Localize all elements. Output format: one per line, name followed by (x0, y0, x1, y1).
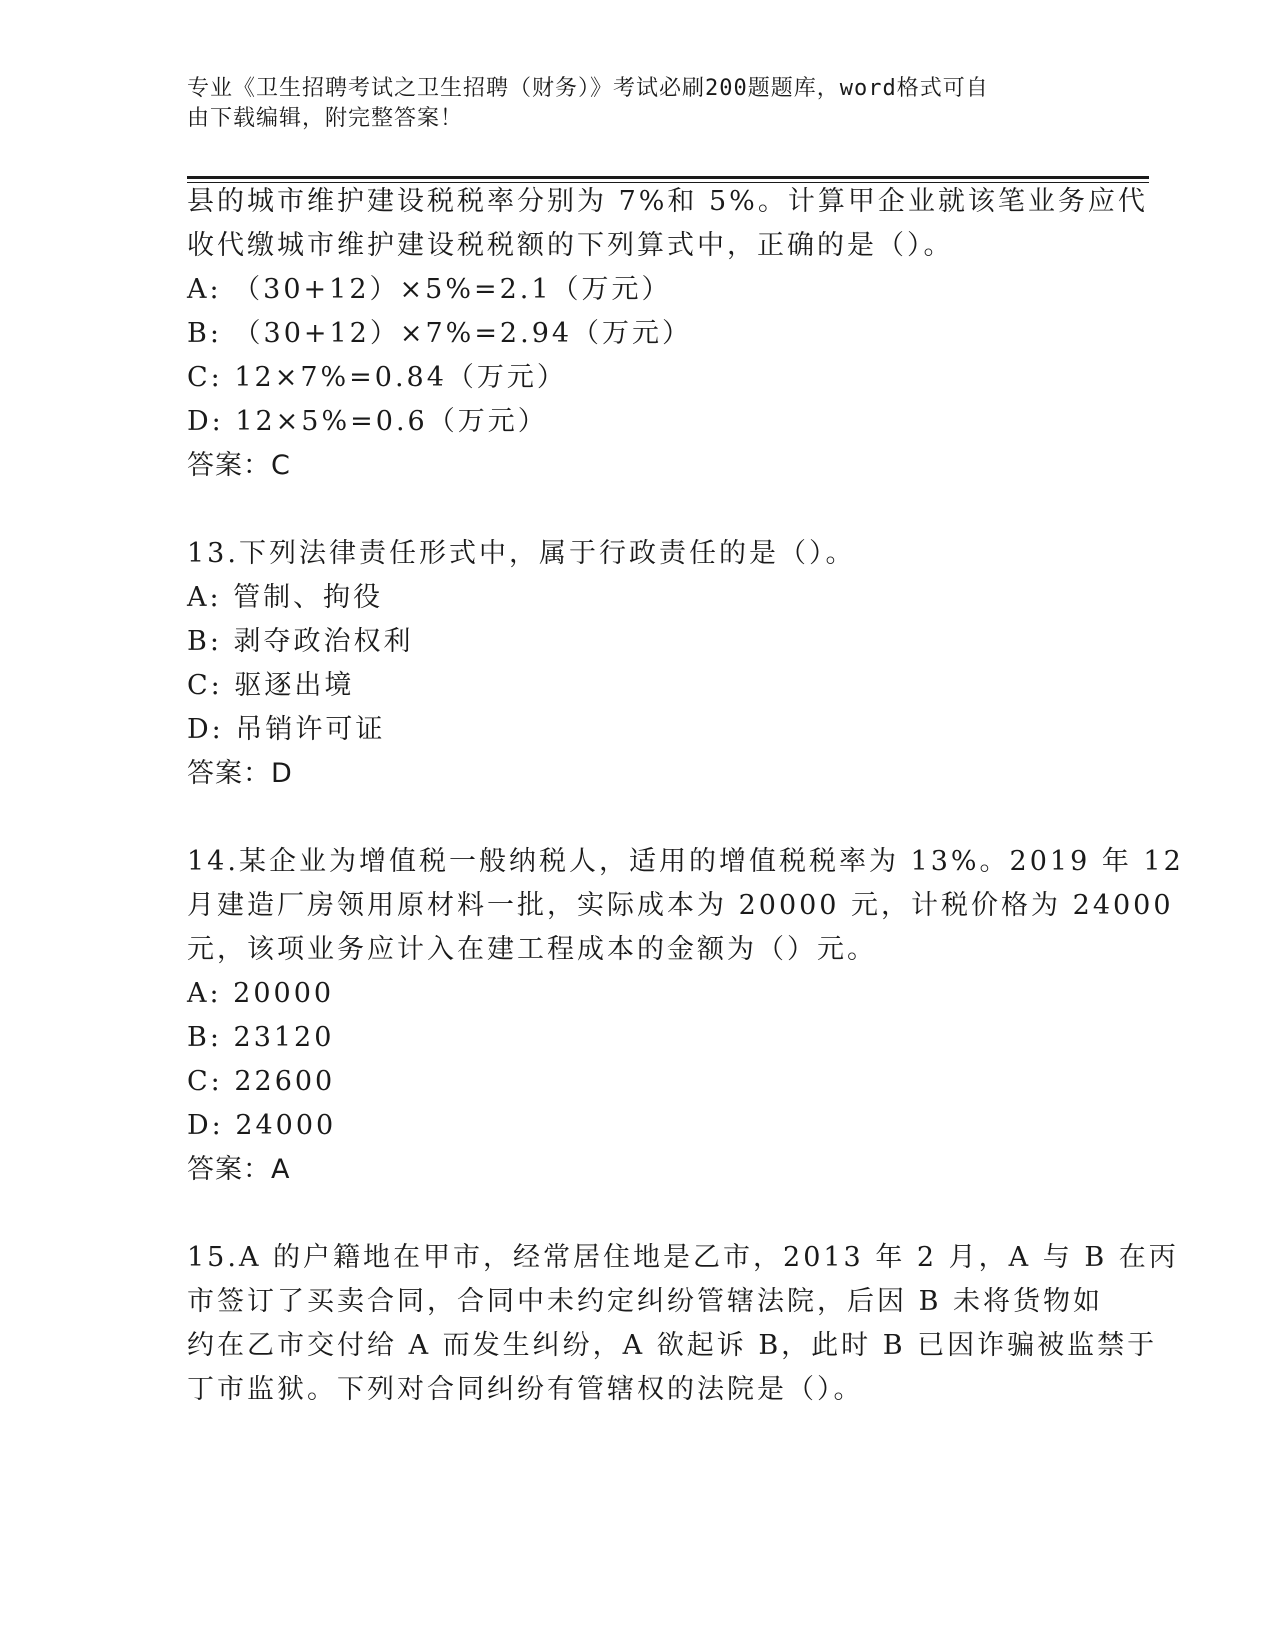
header-line-2: 由下载编辑，附完整答案！ (187, 106, 464, 131)
q14-stem-line-1: 14.某企业为增值税一般纳税人，适用的增值税税率为 13%。2019 年 12 (187, 846, 1184, 877)
q14-stem-line-3: 元，该项业务应计入在建工程成本的金额为（）元。 (187, 934, 877, 965)
q15-stem-line-3: 约在乙市交付给 A 而发生纠纷，A 欲起诉 B，此时 B 已因诈骗被监禁于 (187, 1330, 1158, 1361)
q12-option-c: C: 12×7%=0.84（万元） (187, 362, 567, 393)
q14-option-d: D: 24000 (187, 1110, 337, 1141)
q12-option-a: A: （30+12）×5%=2.1（万元） (187, 274, 672, 305)
q13-option-b: B: 剥夺政治权利 (187, 626, 414, 657)
q13-stem: 13.下列法律责任形式中，属于行政责任的是（）。 (187, 538, 856, 569)
q14-option-a: A: 20000 (187, 978, 335, 1009)
document-header (187, 74, 1067, 134)
q12-answer: 答案：C (187, 450, 291, 481)
q13-option-d: D: 吊销许可证 (187, 714, 386, 745)
q13-answer: 答案：D (187, 758, 293, 789)
header-divider-thick (187, 176, 1149, 179)
q14-stem-line-2: 月建造厂房领用原材料一批，实际成本为 20000 元，计税价格为 24000 (187, 890, 1174, 921)
q14-answer: 答案：A (187, 1154, 291, 1185)
q13-option-c: C: 驱逐出境 (187, 670, 355, 701)
q12-option-b: B: （30+12）×7%=2.94（万元） (187, 318, 693, 349)
q14-option-b: B: 23120 (187, 1022, 335, 1053)
q14-option-c: C: 22600 (187, 1066, 336, 1097)
header-line-1: 专业《卫生招聘考试之卫生招聘（财务）》考试必刷200题题库，word格式可自 (187, 76, 989, 101)
q15-stem-line-2: 市签订了买卖合同，合同中未约定纠纷管辖法院，后因 B 未将货物如 (187, 1286, 1104, 1317)
q13-option-a: A: 管制、拘役 (187, 582, 384, 613)
q15-stem-line-4: 丁市监狱。下列对合同纠纷有管辖权的法院是（）。 (187, 1374, 864, 1405)
q12-option-d: D: 12×5%=0.6（万元） (187, 406, 548, 437)
q12-stem-line-1: 县的城市维护建设税税率分别为 7%和 5%。计算甲企业就该笔业务应代 (187, 186, 1148, 217)
q15-stem-line-1: 15.A 的户籍地在甲市，经常居住地是乙市，2013 年 2 月，A 与 B 在丙 (187, 1242, 1179, 1273)
q12-stem-line-2: 收代缴城市维护建设税税额的下列算式中，正确的是（）。 (187, 230, 954, 261)
